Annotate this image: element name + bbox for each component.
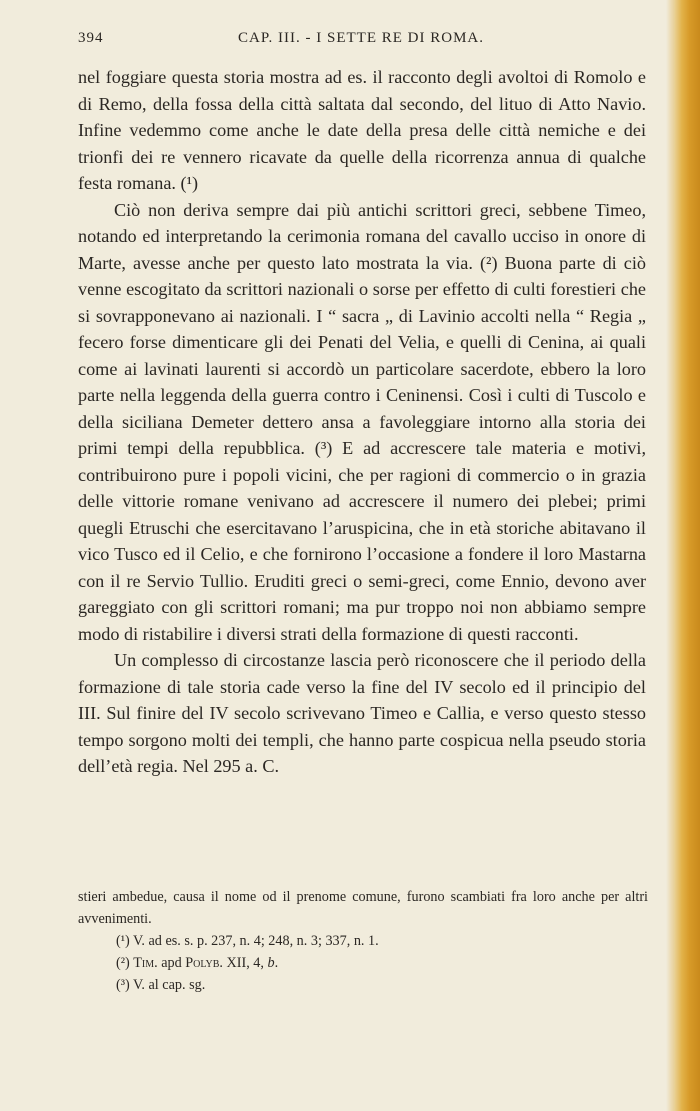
- footnote-ref: b: [267, 955, 275, 971]
- footnote-3: [78, 974, 648, 996]
- footnote-text: V. al cap. sg.: [133, 977, 206, 993]
- footnote-text: V. ad es. s. p. 237, n. 4; 248, n. 3; 337, n. 1.: [133, 933, 379, 949]
- page-header: [78, 30, 644, 56]
- paragraph-3: Un complesso di circostanze lascia però riconoscere che il periodo della formazione di tale storia cade verso la fine del IV secolo ed il principio del III. Sul finire del IV secolo scrivevano Timeo e Callia, e verso questo stesso tempo sorgono molti dei templi, che hanno parte cospicua nella pseudo storia dell’età regia. Nel 295 a. C.: [78, 650, 646, 776]
- footnote-text-pre: apd: [157, 955, 186, 971]
- footnote-mark: (²): [116, 955, 130, 971]
- running-head: CAP. III. - I SETTE RE DI ROMA.: [238, 30, 484, 46]
- footnotes: [78, 886, 648, 996]
- page-number: 394: [78, 30, 104, 46]
- footnote-mark: (³): [116, 977, 130, 993]
- footnote-work: Polyb.: [185, 955, 223, 971]
- footnote-mark: (¹): [116, 933, 130, 949]
- footnote-text-post: XII, 4,: [222, 955, 268, 971]
- page-edge: [674, 0, 700, 1111]
- footnote-continuation: stieri ambedue, causa il nome od il prenome comune, furono scambiati fra loro anche per altri avvenimenti.: [78, 889, 648, 927]
- footnote-2: [78, 952, 648, 974]
- footnote-end: .: [274, 955, 279, 971]
- body-text: [78, 64, 646, 780]
- footnote-1: [78, 930, 648, 952]
- footnote-author: Tim.: [133, 955, 158, 971]
- paragraph-2: Ciò non deriva sempre dai più antichi scrittori greci, sebbene Timeo, notando ed interpretando la cerimonia romana del cavallo ucciso in onore di Marte, avesse anche per questo lato mostrata la via. (²) Buona parte di ciò venne escogitato da scrittori nazionali o sorse per effetto di culti forestieri che si sovrapponevano ai nazionali. I “ sacra „ di Lavinio accolti nella “ Regia „ fecero forse dimenticare gli dei Penati del Velia, e quelli di Cenina, ai quali come ai lavinati laurenti si accordò un particolare sacerdote, ebbero la loro parte nella leggenda della guerra contro i Ceninensi. Così i culti di Tuscolo e della siciliana Demeter dettero ansa a favoleggiare intorno alla storia dei primi tempi della repubblica. (³) E ad accrescere tale materia e motivi, contribuirono pure i popoli vicini, che per ragioni di commercio o in grazia delle vittorie romane venivano ad accrescere il numero dei plebei; primi quegli Etruschi che esercitavano l’aruspicina, che in età storiche abitavano il vico Tusco ed il Celio, e che fornirono l’occasione a fondere il loro Mastarna con il re Servio Tullio. Eruditi greci o semi-greci, come Ennio, devono aver gareggiato con gli scrittori romani; ma pur troppo noi non abbiamo sempre modo di ristabilire i diversi strati della formazione di questi racconti.: [78, 199, 646, 644]
- paragraph-1: nel foggiare questa storia mostra ad es. il racconto degli avoltoi di Romolo e di Remo, della fossa della città saltata dal secondo, del lituo di Atto Navio. Infine vedemmo come anche le date della presa delle città nemiche e dei trionfi dei re vennero ricavate da quelle della ricorrenza annua di qualche festa romana. (¹): [78, 67, 646, 193]
